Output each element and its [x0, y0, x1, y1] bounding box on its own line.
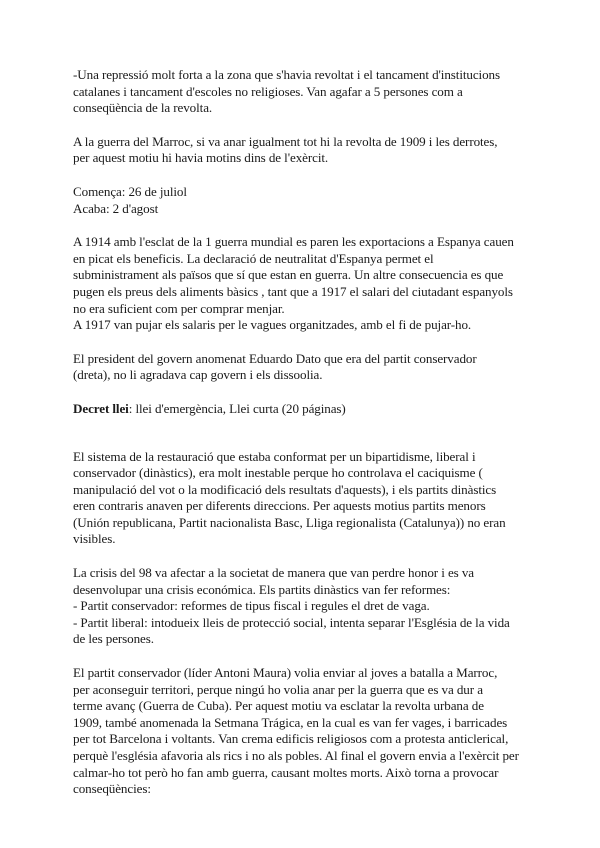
text-line: eren contraris anaven per diferents direccions. Per aquests motius partits menors	[73, 498, 486, 514]
decret-llei-term: Decret llei	[73, 400, 129, 416]
text-line: 1909, també anomenada la Setmana Trágica, en la cual es van fer vages, i barricades	[73, 714, 508, 730]
document-body-part1	[73, 67, 540, 384]
text-line: (Unión republicana, Partit nacionalista Basc, Lliga regionalista (Catalunya)) no eran	[73, 514, 506, 530]
text-line: manipulació del vot o la modificació dels resultats d'aquests), i els partits dinàstics	[73, 481, 497, 497]
paragraph-repression	[73, 67, 540, 117]
text-line: de les persones.	[73, 631, 154, 647]
text-line: El president del govern anomenat Eduardo Dato que era del partit conservador	[73, 350, 477, 366]
text-line: per aquest motiu hi havia motins dins de l'exèrcit.	[73, 150, 329, 166]
text-line: calmar-ho tot però ho fan amb guerra, causant moltes morts. Això torna a provocar	[73, 764, 499, 780]
text-line: pugen els preus dels aliments bàsics , tant que a 1917 el salari del ciutadant espanyols	[73, 283, 513, 299]
paragraph-restauracio	[73, 449, 540, 549]
text-line: per aconseguir territori, perque ningú ho volia anar per la guerra que es va dur a	[73, 681, 483, 697]
text-line: - Partit conservador: reformes de tipus fiscal i regules el dret de vaga.	[73, 598, 430, 614]
text-line: Comença: 26 de juliol	[73, 183, 187, 199]
text-line: El partit conservador (líder Antoni Maura) volia enviar al joves a batalla a Marroc,	[73, 665, 498, 681]
text-line: conservador (dinàstics), era molt inestable perque ho controlava el caciquisme (	[73, 465, 483, 481]
text-line: subministrament als països que sí que estan en guerra. Un altre consecuencia es que	[73, 267, 504, 283]
text-line: terme avanç (Guerra de Cuba). Per aquest motiu va esclatar la revolta urbana de	[73, 698, 484, 714]
decret-llei-definition	[73, 401, 540, 418]
text-line: - Partit liberal: intodueix lleis de protecció social, intenta separar l'Església de la vida	[73, 614, 510, 630]
text-line: A 1914 amb l'esclat de la 1 guerra mundial es paren les exportacions a Espanya cauen	[73, 234, 514, 250]
text-line: desenvolupar una crisis económica. Els partits dinàstics van fer reformes:	[73, 581, 451, 597]
text-line: (dreta), no li agradava cap govern i els dissoolia.	[73, 367, 323, 383]
text-line: A la guerra del Marroc, si va anar igualment tot hi la revolta de 1909 i les derrotes,	[73, 133, 498, 149]
text-line: A 1917 van pujar els salaris per le vagues organitzades, amb el fi de pujar-ho.	[73, 317, 472, 333]
document-body-part2	[73, 449, 540, 798]
text-line: Acaba: 2 d'agost	[73, 200, 159, 216]
text-line: conseqüència de la revolta.	[73, 100, 213, 116]
decret-llei-text: : llei d'emergència, Llei curta (20 páginas)	[128, 400, 346, 416]
paragraph-crisis98	[73, 565, 540, 648]
text-line: El sistema de la restauració que estaba conformat per un bipartidisme, liberal i	[73, 448, 476, 464]
text-line: catalanes i tancament d'escoles no religioses. Van agafar a 5 persones com a	[73, 83, 463, 99]
text-line: La crisis del 98 va afectar a la societat de manera que van perdre honor i es va	[73, 565, 474, 581]
text-line: no era suficient com per comprar menjar.	[73, 300, 285, 316]
text-line: visibles.	[73, 531, 116, 547]
paragraph-maura	[73, 665, 540, 798]
text-line: -Una repressió molt forta a la zona que s'havia revoltat i el tancament d'institucions	[73, 67, 500, 82]
text-line: conseqüències:	[73, 781, 151, 797]
text-line: en picat els beneficis. La declaració de neutralitat d'Espanya permet el	[73, 250, 434, 266]
text-line: per tot Barcelona i voltants. Van crema edificis religiosos com a protesta anticlerical,	[73, 731, 509, 747]
paragraph-dates	[73, 184, 540, 217]
paragraph-marroc-war	[73, 134, 540, 167]
paragraph-ww1	[73, 234, 540, 334]
text-line: perquè l'església afavoria als rics i no als pobles. Al final el govern envia a l'exèrcit per	[73, 748, 519, 763]
paragraph-dato	[73, 351, 540, 384]
